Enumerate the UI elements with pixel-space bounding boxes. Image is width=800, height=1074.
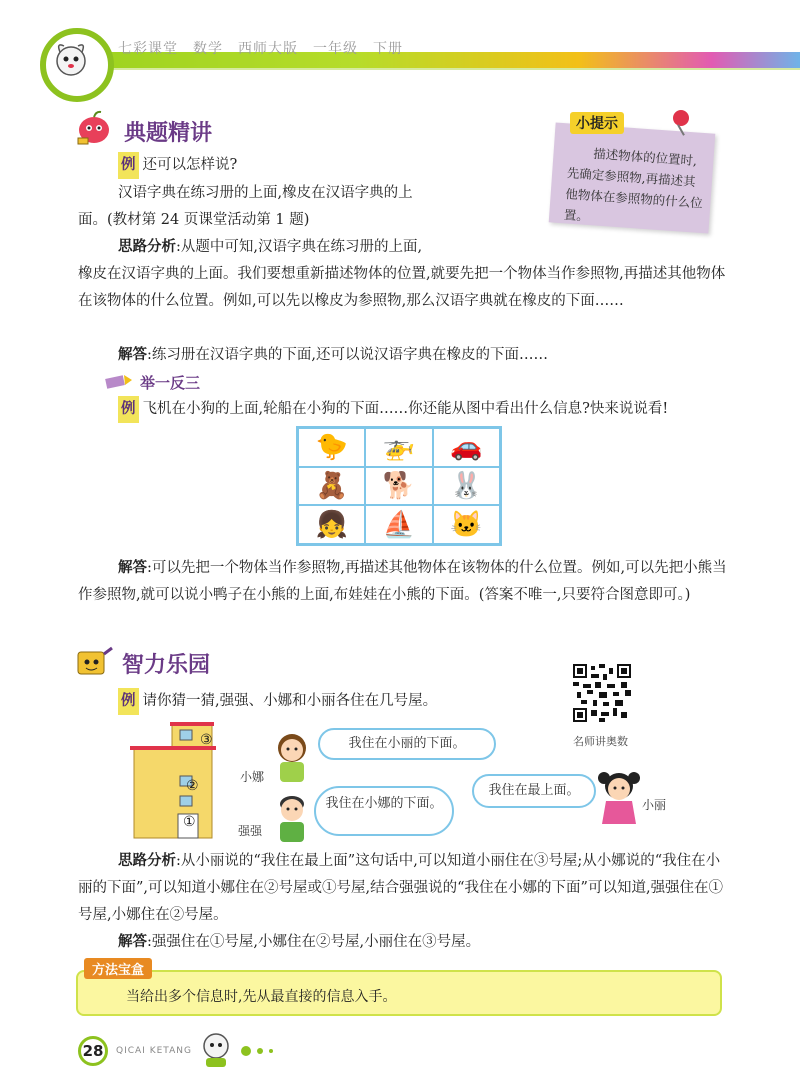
section-title-classic-problems: 典题精讲 (124, 121, 213, 146)
example-question-text: 还可以怎样说? (142, 157, 238, 173)
analysis-line1 (118, 234, 422, 261)
page-number: 28 (78, 1036, 108, 1066)
footer-mascot-icon (196, 1030, 236, 1072)
grid-cell-ship: ⛵ (365, 505, 432, 544)
mascot-icon (46, 34, 96, 84)
grid-cell-bear: 🧸 (298, 467, 365, 506)
practice-answer (78, 555, 728, 609)
tip-tag: 小提示 (570, 112, 624, 134)
analysis-line1-text: :从题中可知,汉语字典在练习册的上面, (176, 239, 423, 255)
method-tag: 方法宝盒 (84, 958, 152, 979)
speech-bubble-qiangqiang: 我住在小娜的下面。 (314, 786, 454, 836)
answer-1 (118, 342, 548, 369)
qr-caption: 名师讲奥数 (573, 735, 628, 748)
example-tag: 例 (118, 152, 139, 179)
answer-text: :练习册在汉语字典的下面,还可以说汉语字典在橡皮的下面…… (147, 347, 548, 363)
book-character-icon (72, 644, 116, 684)
puzzle-analysis (78, 848, 728, 929)
grid-cell-rabbit: 🐰 (433, 467, 500, 506)
puzzle-example-tag: 例 (118, 688, 139, 715)
method-text: 当给出多个信息时,先从最直接的信息入手。 (126, 989, 397, 1005)
practice-question-text: 飞机在小狗的上面,轮船在小狗的下面……你还能从图中看出什么信息?快来说说看! (142, 401, 669, 417)
header-underline (60, 68, 800, 70)
analysis-label: 思路分析 (118, 239, 176, 255)
floor-label-2: ② (186, 778, 199, 794)
speech-bubble-xiaoli: 我住在最上面。 (472, 774, 596, 808)
grid-cell-cat: 🐱 (433, 505, 500, 544)
tip-text: 描述物体的位置时,先确定参照物,再描述其他物体在参照物的什么位置。 (563, 145, 704, 224)
pushpin-icon (673, 110, 689, 126)
speech-bubble-xiaona: 我住在小丽的下面。 (318, 728, 496, 760)
qr-code[interactable] (573, 664, 631, 722)
grid-cell-car: 🚗 (433, 428, 500, 467)
picture-grid (296, 426, 502, 546)
puzzle-analysis-label: 思路分析 (118, 853, 176, 869)
girl-xiaoli-illustration (596, 768, 642, 832)
puzzle-answer (118, 929, 480, 956)
floor-label-1: ① (183, 814, 196, 830)
pencil-icon (104, 372, 134, 396)
name-qiangqiang: 强强 (238, 824, 263, 838)
answer-label: 解答 (118, 347, 147, 363)
puzzle-question-text: 请你猜一猜,强强、小娜和小丽各住在几号屋。 (142, 693, 438, 709)
footer-dots (240, 1042, 280, 1061)
practice-title: 举一反三 (140, 374, 201, 392)
book-title: 七彩课堂 数学 西师大版 一年级 下册 (118, 41, 403, 57)
practice-example-tag: 例 (118, 396, 139, 423)
girl-xiaona-illustration (270, 732, 316, 788)
grid-cell-doll: 👧 (298, 505, 365, 544)
grid-cell-duck: 🐤 (298, 428, 365, 467)
example-body-line2: 面。(教材第 24 页课堂活动第 1 题) (78, 212, 310, 228)
footer-brand: QICAI KETANG (116, 1046, 192, 1056)
floor-label-3: ③ (200, 732, 213, 748)
apple-character-icon (72, 110, 116, 150)
name-xiaona: 小娜 (240, 770, 265, 784)
analysis-rest: 橡皮在汉语字典的上面。我们要想重新描述物体的位置,就要先把一个物体当作参照物,再描述其他物体在该物体的什么位置。例如,可以先以橡皮为参照物,那么汉语字典就在橡皮的下面…… (78, 266, 726, 309)
grid-cell-dog: 🐕 (365, 467, 432, 506)
section-title-brain-park: 智力乐园 (122, 653, 211, 678)
example-question (118, 152, 237, 179)
puzzle-answer-label: 解答 (118, 934, 147, 950)
grid-cell-helicopter: 🚁 (365, 428, 432, 467)
puzzle-question (118, 688, 437, 715)
practice-answer-label: 解答 (118, 560, 147, 576)
practice-answer-text: :可以先把一个物体当作参照物,再描述其他物体在该物体的什么位置。例如,可以先把小熊当作参照物,就可以说小鸭子在小熊的上面,布娃娃在小熊的下面。(答案不唯一,只要符合图意即可。) (78, 560, 727, 603)
practice-question (118, 396, 668, 423)
boy-qiangqiang-illustration (270, 792, 316, 848)
mascot-logo (40, 28, 114, 102)
name-xiaoli: 小丽 (642, 798, 667, 812)
puzzle-analysis-text: :从小丽说的“我住在最上面”这句话中,可以知道小丽住在③号屋;从小娜说的“我住在小丽的下面”,可以知道小娜住在②号屋或①号屋,结合强强说的“我住在小娜的下面”可以知道,强强住在①号屋,小娜住在②号屋。 (78, 853, 724, 923)
example-body-line1: 汉语字典在练习册的上面,橡皮在汉语字典的上 (118, 185, 413, 201)
puzzle-answer-text: :强强住在①号屋,小娜住在②号屋,小丽住在③号屋。 (147, 934, 481, 950)
